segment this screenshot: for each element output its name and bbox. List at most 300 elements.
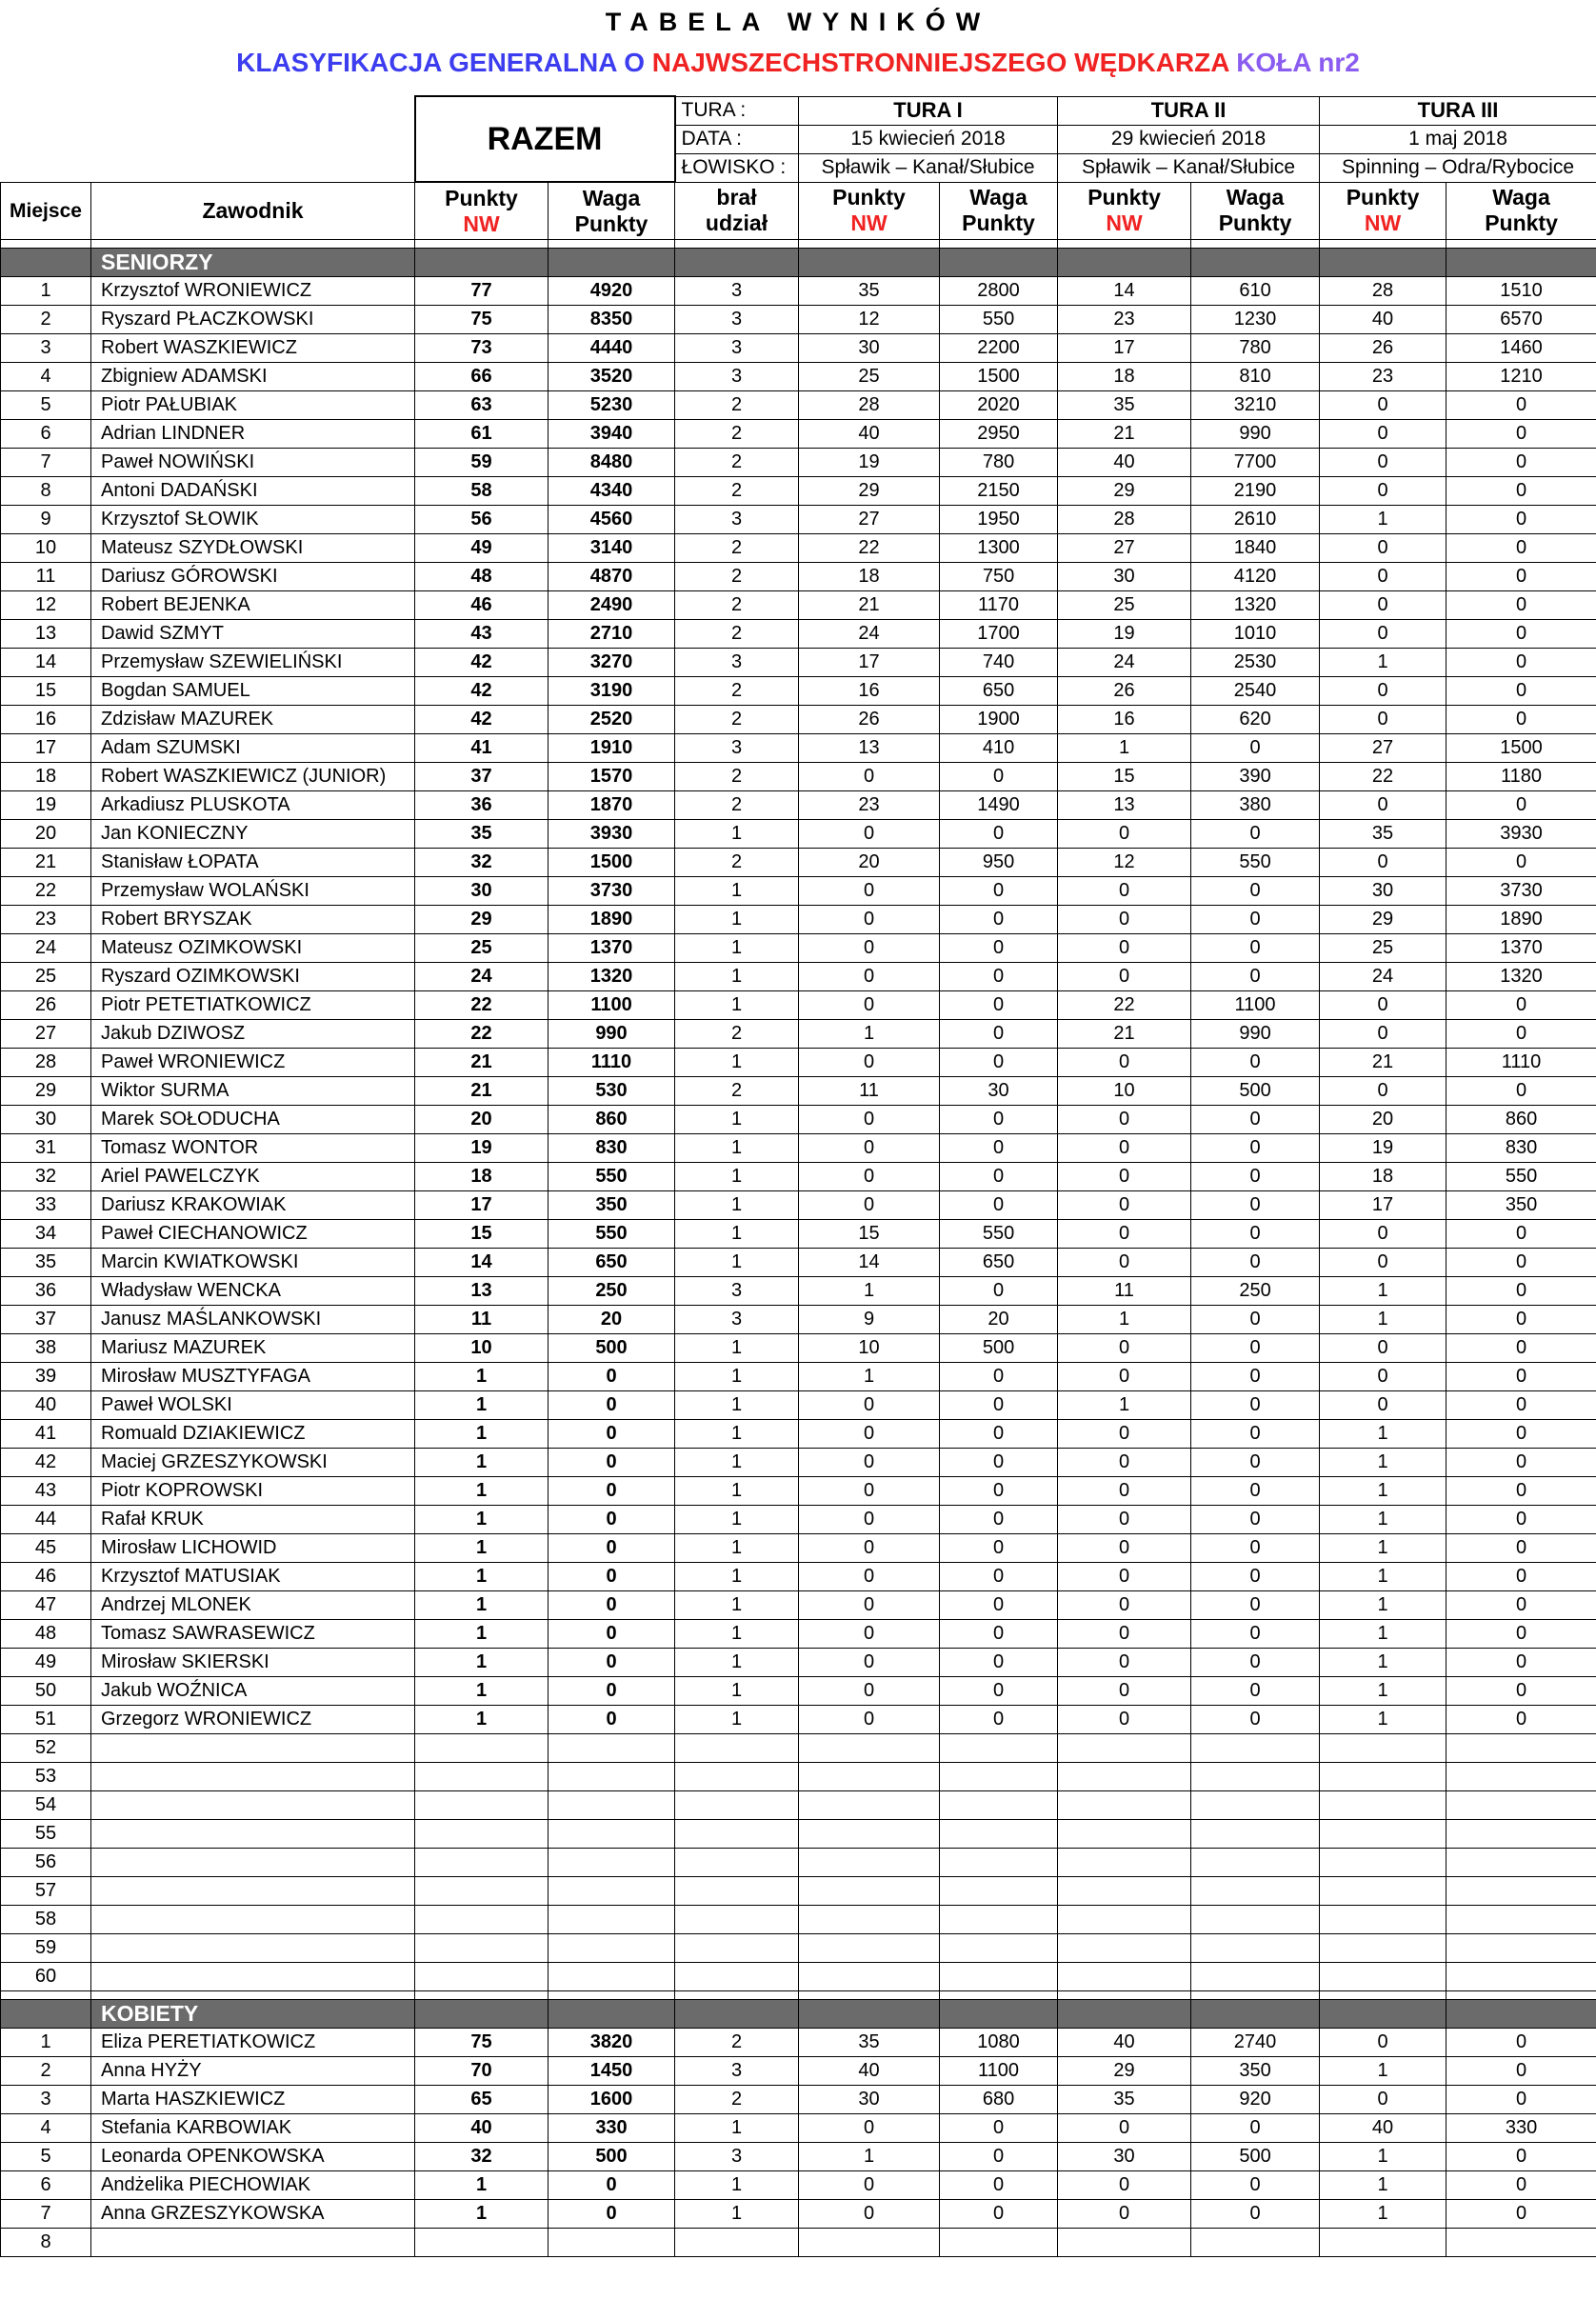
spacer-cell [940,240,1058,249]
cell-name: Piotr PETETIATKOWICZ [91,991,415,1020]
cell-total-weight: 4560 [549,506,675,534]
cell-place: 6 [1,2171,91,2200]
cell-r1-points: 25 [799,363,940,391]
cell-r1-weight: 650 [940,677,1058,706]
cell-r1-points: 0 [799,934,940,963]
cell-name: Krzysztof SŁOWIK [91,506,415,534]
cell-total-weight: 1370 [549,934,675,963]
cell-total-weight: 250 [549,1277,675,1306]
cell-r1-points: 16 [799,677,940,706]
table-row [1,1620,1596,1649]
spacer-cell [1058,240,1191,249]
round-1-date: 15 kwiecień 2018 [799,125,1058,153]
table-row [1,963,1596,991]
cell-total-points: 75 [415,306,549,334]
cell-r3-points: 0 [1320,1077,1446,1106]
cell-r2-weight: 0 [1191,1649,1320,1677]
cell-total-weight: 0 [549,1620,675,1649]
cell-r1-points: 27 [799,506,940,534]
cell-name: Robert WASZKIEWICZ [91,334,415,363]
cell-place: 36 [1,1277,91,1306]
cell-total-points: 29 [415,906,549,934]
cell-name: Paweł WOLSKI [91,1391,415,1420]
cell-name [91,1820,415,1849]
cell-total-weight: 3820 [549,2029,675,2057]
cell-place: 56 [1,1849,91,1877]
cell-rounds-played: 2 [675,1077,799,1106]
cell-r3-points [1320,1791,1446,1820]
cell-r1-weight: 0 [940,1477,1058,1506]
cell-r3-weight: 3730 [1446,877,1596,906]
cell-r2-points [1058,1906,1191,1934]
cell-total-weight: 2490 [549,591,675,620]
cell-total-weight [549,1791,675,1820]
cell-r1-points: 1 [799,2143,940,2171]
cell-rounds-played: 2 [675,449,799,477]
cell-total-points: 1 [415,1420,549,1449]
round-3-name: TURA III [1320,96,1596,125]
cell-r2-points: 0 [1058,1191,1191,1220]
cell-r1-points: 0 [799,1649,940,1677]
cell-place: 37 [1,1306,91,1334]
cell-name: Robert WASZKIEWICZ (JUNIOR) [91,763,415,791]
cell-rounds-played [675,1791,799,1820]
cell-rounds-played [675,1934,799,1963]
table-row [1,1363,1596,1391]
cell-r3-weight: 330 [1446,2114,1596,2143]
cell-name: Arkadiusz PLUSKOTA [91,791,415,820]
cell-r2-weight: 380 [1191,791,1320,820]
cell-r1-weight: 0 [940,1420,1058,1449]
cell-place: 23 [1,906,91,934]
cell-rounds-played: 3 [675,334,799,363]
col-r3-waga-punkty: Punkty [1485,210,1558,236]
cell-name: Adam SZUMSKI [91,734,415,763]
cell-r3-weight: 0 [1446,534,1596,563]
cell-total-points: 15 [415,1220,549,1249]
cell-r3-points: 1 [1320,1449,1446,1477]
cell-r3-points: 0 [1320,1020,1446,1049]
cell-place: 33 [1,1191,91,1220]
section-title: SENIORZY [91,249,415,277]
cell-rounds-played: 1 [675,1477,799,1506]
cell-r2-points: 0 [1058,1249,1191,1277]
cell-r3-weight: 860 [1446,1106,1596,1134]
table-row [1,1449,1596,1477]
cell-rounds-played: 1 [675,820,799,849]
cell-r2-weight: 810 [1191,363,1320,391]
table-row [1,334,1596,363]
cell-place: 15 [1,677,91,706]
spacer-cell [1320,1991,1446,2000]
col-r3-waga-label: Waga [1492,185,1550,210]
cell-r1-weight: 0 [940,1163,1058,1191]
cell-r2-weight: 0 [1191,734,1320,763]
table-row [1,277,1596,306]
cell-r3-weight: 830 [1446,1134,1596,1163]
cell-r2-points: 19 [1058,620,1191,649]
spacer-cell [1191,1991,1320,2000]
cell-r3-points: 22 [1320,763,1446,791]
table-row [1,1963,1596,1991]
cell-rounds-played: 1 [675,1449,799,1477]
cell-place: 59 [1,1934,91,1963]
cell-name: Robert BRYSZAK [91,906,415,934]
cell-r2-weight: 0 [1191,1449,1320,1477]
cell-r3-points: 18 [1320,1163,1446,1191]
cell-place: 8 [1,477,91,506]
cell-r2-points: 0 [1058,1049,1191,1077]
cell-rounds-played: 2 [675,849,799,877]
cell-r3-points: 23 [1320,363,1446,391]
cell-total-weight: 4920 [549,277,675,306]
cell-place: 4 [1,363,91,391]
cell-r1-points: 0 [799,1449,940,1477]
cell-r2-weight: 610 [1191,277,1320,306]
cell-r3-weight: 1370 [1446,934,1596,963]
cell-r2-weight: 500 [1191,2143,1320,2171]
cell-r1-points: 0 [799,877,940,906]
spacer-cell [1,240,91,249]
cell-place: 8 [1,2229,91,2257]
table-row [1,1906,1596,1934]
cell-r1-weight: 0 [940,1620,1058,1649]
table-row [1,1734,1596,1763]
table-row [1,1420,1596,1449]
cell-place: 54 [1,1791,91,1820]
cell-r2-points: 35 [1058,2086,1191,2114]
col-razem-punkty-label: Punkty [445,185,518,210]
cell-r2-weight: 0 [1191,2171,1320,2200]
cell-total-points: 21 [415,1049,549,1077]
cell-r3-weight: 6570 [1446,306,1596,334]
cell-r1-weight: 1170 [940,591,1058,620]
cell-name: Anna HYŻY [91,2057,415,2086]
col-razem-waga-punkty: Punkty [574,210,648,236]
cell-r2-points: 23 [1058,306,1191,334]
cell-r2-points: 0 [1058,877,1191,906]
col-r2-punkty-label: Punkty [1087,185,1161,210]
cell-r2-weight: 350 [1191,2057,1320,2086]
spacer-cell [415,240,549,249]
table-row [1,1677,1596,1706]
cell-r3-weight: 0 [1446,2200,1596,2229]
cell-r1-weight: 0 [940,1134,1058,1163]
cell-name: Władysław WENCKA [91,1277,415,1306]
cell-r1-points: 0 [799,2114,940,2143]
cell-r3-weight: 0 [1446,1563,1596,1591]
cell-place: 9 [1,506,91,534]
cell-r1-points [799,1791,940,1820]
section-header-cell [1191,249,1320,277]
cell-r2-points: 0 [1058,1449,1191,1477]
cell-r1-points: 40 [799,420,940,449]
section-header-cell [675,249,799,277]
cell-r3-points: 0 [1320,591,1446,620]
col-r1-punkty [799,182,940,240]
cell-r2-weight: 0 [1191,1220,1320,1249]
cell-r1-points: 0 [799,1106,940,1134]
cell-total-points [415,1849,549,1877]
cell-place: 32 [1,1163,91,1191]
cell-rounds-played: 3 [675,2143,799,2171]
cell-place: 45 [1,1534,91,1563]
cell-name: Wiktor SURMA [91,1077,415,1106]
table-row [1,2200,1596,2229]
cell-r2-weight: 250 [1191,1277,1320,1306]
cell-r2-weight: 0 [1191,820,1320,849]
section-header-cell [940,249,1058,277]
cell-total-points: 42 [415,677,549,706]
cell-name: Mateusz SZYDŁOWSKI [91,534,415,563]
col-r2-nw: NW [1106,210,1143,236]
cell-r2-weight: 0 [1191,1506,1320,1534]
cell-r2-points: 40 [1058,449,1191,477]
cell-total-points: 65 [415,2086,549,2114]
cell-r2-points: 0 [1058,2114,1191,2143]
cell-r3-weight: 0 [1446,391,1596,420]
cell-r3-points: 0 [1320,1363,1446,1391]
col-r2-waga [1191,182,1320,240]
cell-r2-points: 12 [1058,849,1191,877]
cell-r1-weight: 0 [940,1391,1058,1420]
cell-place: 24 [1,934,91,963]
cell-r3-points: 1 [1320,2200,1446,2229]
cell-r2-points: 0 [1058,1677,1191,1706]
col-r1-waga [940,182,1058,240]
cell-rounds-played: 2 [675,563,799,591]
cell-r3-points: 1 [1320,1677,1446,1706]
cell-r2-points: 16 [1058,706,1191,734]
cell-total-points: 1 [415,1506,549,1534]
cell-name: Marcin KWIATKOWSKI [91,1249,415,1277]
cell-total-points: 22 [415,991,549,1020]
table-row [1,591,1596,620]
section-header-cell [675,2000,799,2029]
cell-r2-weight: 620 [1191,706,1320,734]
cell-place: 14 [1,649,91,677]
spacer-cell [940,1991,1058,2000]
section-header-cell [1446,249,1596,277]
spacer-cell [1,1991,91,2000]
cell-r3-points: 1 [1320,2171,1446,2200]
cell-r2-points: 0 [1058,1591,1191,1620]
cell-r3-points: 19 [1320,1134,1446,1163]
cell-r3-weight: 0 [1446,1334,1596,1363]
cell-r1-weight: 0 [940,1363,1058,1391]
cell-r3-points: 0 [1320,2029,1446,2057]
cell-r1-weight: 0 [940,906,1058,934]
cell-r1-weight: 0 [940,1677,1058,1706]
table-row [1,306,1596,334]
cell-total-weight: 0 [549,1420,675,1449]
cell-r1-points [799,1734,940,1763]
cell-r1-weight [940,1820,1058,1849]
cell-total-weight: 0 [549,1677,675,1706]
cell-r1-weight: 2200 [940,334,1058,363]
cell-r2-points: 21 [1058,1020,1191,1049]
cell-r3-points: 0 [1320,991,1446,1020]
cell-r3-points: 1 [1320,649,1446,677]
cell-rounds-played: 2 [675,391,799,420]
cell-total-weight: 330 [549,2114,675,2143]
cell-rounds-played [675,2229,799,2257]
cell-total-points: 14 [415,1249,549,1277]
cell-rounds-played [675,1820,799,1849]
cell-rounds-played: 1 [675,1420,799,1449]
cell-r3-points: 0 [1320,477,1446,506]
table-row [1,1077,1596,1106]
cell-r2-weight: 3210 [1191,391,1320,420]
cell-r3-weight: 0 [1446,506,1596,534]
cell-name [91,1734,415,1763]
cell-r2-weight: 0 [1191,2114,1320,2143]
cell-name: Ariel PAWELCZYK [91,1163,415,1191]
cell-r2-weight [1191,1734,1320,1763]
cell-r2-weight [1191,1963,1320,1991]
cell-r1-weight: 1500 [940,363,1058,391]
table-row [1,2171,1596,2200]
cell-r2-weight: 2540 [1191,677,1320,706]
cell-total-points [415,1877,549,1906]
cell-r1-weight [940,1877,1058,1906]
cell-r2-points: 35 [1058,391,1191,420]
cell-r3-points [1320,1734,1446,1763]
cell-r1-points: 0 [799,1563,940,1591]
cell-r2-points: 40 [1058,2029,1191,2057]
cell-r2-weight: 1320 [1191,591,1320,620]
section-header [1,249,1596,277]
cell-rounds-played: 1 [675,1563,799,1591]
cell-r3-weight [1446,1877,1596,1906]
cell-total-points: 37 [415,763,549,791]
cell-place: 46 [1,1563,91,1591]
cell-total-points: 24 [415,963,549,991]
cell-name: Paweł CIECHANOWICZ [91,1220,415,1249]
cell-r3-weight: 0 [1446,1363,1596,1391]
cell-r1-weight: 0 [940,820,1058,849]
cell-r2-weight: 0 [1191,1706,1320,1734]
cell-r2-weight [1191,2229,1320,2257]
cell-r2-points: 29 [1058,2057,1191,2086]
cell-total-weight: 3190 [549,677,675,706]
cell-r1-weight: 0 [940,1049,1058,1077]
spacer-cell [799,1991,940,2000]
cell-place: 13 [1,620,91,649]
cell-r3-points: 0 [1320,534,1446,563]
table-row [1,449,1596,477]
cell-r2-weight: 390 [1191,763,1320,791]
cell-place: 47 [1,1591,91,1620]
cell-place: 38 [1,1334,91,1363]
cell-r2-points: 0 [1058,934,1191,963]
table-row [1,477,1596,506]
cell-name [91,1849,415,1877]
cell-r1-weight: 0 [940,1191,1058,1220]
cell-r1-points: 13 [799,734,940,763]
cell-r3-points: 0 [1320,2086,1446,2114]
spacer-cell [675,240,799,249]
cell-r3-points: 26 [1320,334,1446,363]
cell-r1-weight [940,2229,1058,2257]
cell-name: Mirosław SKIERSKI [91,1649,415,1677]
section-header-cell [799,2000,940,2029]
cell-r1-points: 17 [799,649,940,677]
cell-rounds-played: 1 [675,1220,799,1249]
cell-r1-weight [940,1763,1058,1791]
cell-r1-points: 0 [799,1591,940,1620]
cell-r3-weight [1446,1934,1596,1963]
cell-total-weight [549,1906,675,1934]
cell-r2-weight [1191,1906,1320,1934]
cell-name: Rafał KRUK [91,1506,415,1534]
cell-r1-weight: 2950 [940,420,1058,449]
spacer-cell [1446,240,1596,249]
cell-r2-weight: 0 [1191,906,1320,934]
cell-total-weight: 1110 [549,1049,675,1077]
cell-total-points: 35 [415,820,549,849]
cell-r3-weight: 1500 [1446,734,1596,763]
cell-r2-points: 21 [1058,420,1191,449]
cell-r2-points [1058,1820,1191,1849]
round-2-name: TURA II [1058,96,1320,125]
table-row [1,1249,1596,1277]
cell-place: 18 [1,763,91,791]
cell-r3-points: 0 [1320,391,1446,420]
cell-place: 19 [1,791,91,820]
table-row [1,2114,1596,2143]
cell-r1-points: 1 [799,1363,940,1391]
cell-r2-points: 14 [1058,277,1191,306]
table-row [1,877,1596,906]
label-tura: TURA : [675,96,799,125]
cell-r1-weight: 680 [940,2086,1058,2114]
cell-r1-points: 9 [799,1306,940,1334]
cell-rounds-played: 1 [675,1049,799,1077]
cell-r2-weight: 0 [1191,1106,1320,1134]
cell-r3-weight: 0 [1446,2029,1596,2057]
cell-place: 60 [1,1963,91,1991]
cell-total-weight: 4440 [549,334,675,363]
cell-total-points: 43 [415,620,549,649]
cell-rounds-played [675,1763,799,1791]
cell-r2-weight: 0 [1191,1363,1320,1391]
results-table [0,95,1596,2257]
cell-r3-weight: 0 [1446,1077,1596,1106]
cell-r2-points: 24 [1058,649,1191,677]
cell-total-points: 42 [415,649,549,677]
cell-r1-weight [940,1791,1058,1820]
cell-total-weight: 0 [549,1391,675,1420]
cell-total-weight: 500 [549,1334,675,1363]
col-r3-punkty-label: Punkty [1346,185,1420,210]
cell-r2-points: 26 [1058,677,1191,706]
table-row [1,1877,1596,1906]
table-row [1,1934,1596,1963]
cell-r2-weight: 920 [1191,2086,1320,2114]
cell-place: 41 [1,1420,91,1449]
cell-r2-weight: 0 [1191,1334,1320,1363]
cell-rounds-played: 3 [675,2057,799,2086]
cell-total-points: 41 [415,734,549,763]
cell-total-weight: 1320 [549,963,675,991]
col-razem-punkty [415,182,549,240]
cell-r2-points [1058,1791,1191,1820]
cell-name: Mirosław MUSZTYFAGA [91,1363,415,1391]
cell-r2-weight: 0 [1191,1534,1320,1563]
col-r1-nw: NW [850,210,888,236]
cell-r3-points [1320,1934,1446,1963]
